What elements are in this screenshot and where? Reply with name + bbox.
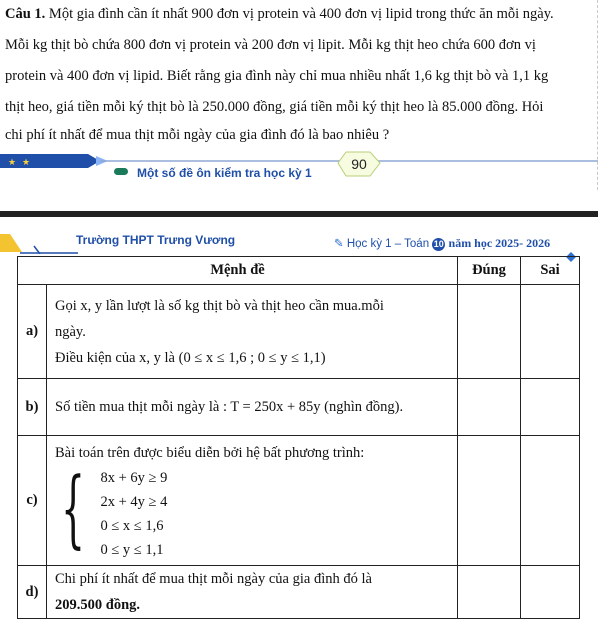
header-decoration	[0, 232, 78, 254]
brace-symbol: {	[61, 458, 86, 557]
statement-cell: Chi phí ít nhất để mua thịt mỗi ngày của gia đình đó là 209.500 đồng.	[47, 566, 458, 619]
pen-icon: ✎	[334, 238, 344, 250]
header-false: Sai	[521, 257, 580, 285]
statement-cell: Bài toán trên được biểu diễn bởi hệ bất phương trình: { 8x + 6y ≥ 9 2x + 4y ≥ 4 0 ≤ x ≤ 1,6 0 ≤ y ≤ 1,1	[47, 436, 458, 566]
table-row-c	[18, 436, 580, 566]
statement-cell: Gọi x, y lần lượt là số kg thịt bò và thịt heo cần mua.mỗi ngày. Điều kiện của x, y là (0 ≤ x ≤ 1,6 ; 0 ≤ y ≤ 1,1)	[47, 285, 458, 379]
book-title: Một số đề ôn kiểm tra học kỳ 1	[137, 166, 312, 180]
truth-table	[17, 256, 580, 619]
statement-cell: Số tiền mua thịt mỗi ngày là : T = 250x + 85y (nghìn đồng).	[47, 379, 458, 436]
page-separator	[0, 211, 598, 217]
false-checkbox-cell[interactable]	[521, 285, 580, 379]
question-line-5: chi phí ít nhất để mua thịt mỗi ngày của gia đình đó là bao nhiêu ?	[5, 127, 390, 143]
table-row-a	[18, 285, 580, 379]
row-label: a)	[18, 285, 47, 379]
question-line-4: thịt heo, giá tiền mỗi ký thịt bò là 250.000 đồng, giá tiền mỗi ký thịt heo là 85.000 đồng. Hỏi	[5, 99, 544, 115]
false-checkbox-cell[interactable]	[521, 379, 580, 436]
table-row-b	[18, 379, 580, 436]
svg-text:★: ★	[22, 157, 31, 167]
row-label: c)	[18, 436, 47, 566]
question-line-2: Mỗi kg thịt bò chứa 800 đơn vị protein và 200 đơn vị lipit. Mỗi kg thịt heo chứa 600 đơn vị	[5, 37, 536, 53]
false-checkbox-cell[interactable]	[521, 566, 580, 619]
true-checkbox-cell[interactable]	[458, 285, 521, 379]
table-row-d	[18, 566, 580, 619]
school-name: Trường THPT Trưng Vương	[76, 233, 236, 247]
false-checkbox-cell[interactable]	[521, 436, 580, 566]
question-number: Câu 1.	[5, 6, 46, 22]
header-statement: Mệnh đề	[18, 257, 458, 285]
table-header-row	[18, 257, 580, 285]
svg-text:★: ★	[8, 157, 17, 167]
true-checkbox-cell[interactable]	[458, 566, 521, 619]
question-line-1: Câu 1. Một gia đình cần ít nhất 900 đơn vị protein và 400 đơn vị lipid trong thức ăn mỗi ngày.	[5, 6, 554, 22]
question-line-3: protein và 400 đơn vị lipid. Biết rằng gia đình này chỉ mua nhiều nhất 1,6 kg thịt bò và 1,1 kg	[5, 68, 549, 84]
inequality-system: { 8x + 6y ≥ 9 2x + 4y ≥ 4 0 ≤ x ≤ 1,6 0 ≤ y ≤ 1,1	[61, 466, 457, 562]
row-label: d)	[18, 566, 47, 619]
term-label: ✎ Học kỳ 1 – Toán 10 năm học 2025- 2026	[334, 236, 551, 250]
header-true: Đúng	[458, 257, 521, 285]
grade-badge: 10	[433, 239, 444, 249]
true-checkbox-cell[interactable]	[458, 436, 521, 566]
true-checkbox-cell[interactable]	[458, 379, 521, 436]
page-number: 90	[351, 156, 367, 172]
row-label: b)	[18, 379, 47, 436]
